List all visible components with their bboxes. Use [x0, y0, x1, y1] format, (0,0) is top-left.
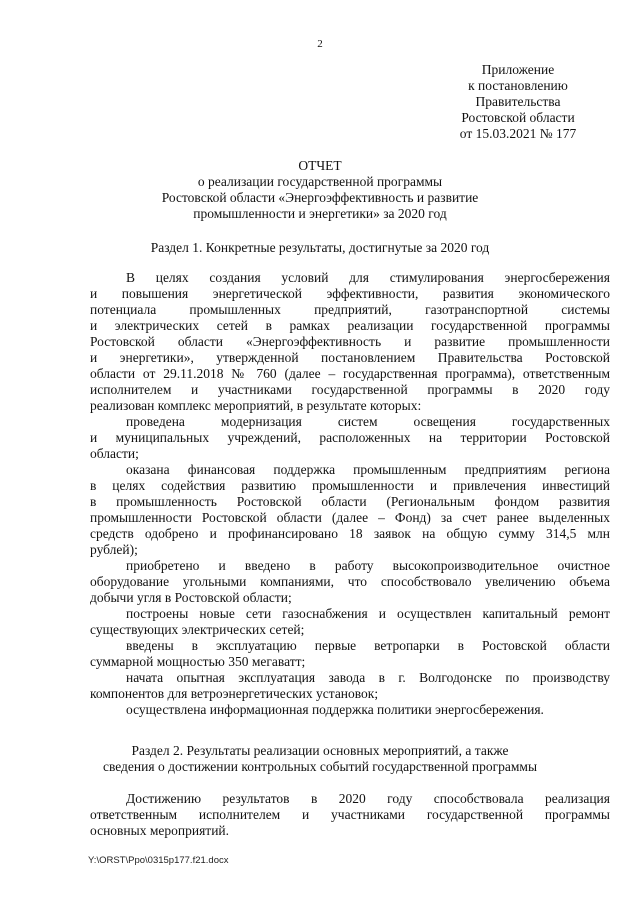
body-line: в промышленность Ростовской области (Региональным фондом развития: [90, 494, 610, 509]
body-line: основных мероприятий.: [90, 823, 230, 838]
body-line: Ростовской области «Энергоэффективность и развитие промышленности: [90, 334, 610, 349]
body-line: суммарной мощностью 350 мегаватт;: [90, 654, 306, 669]
page-number: 2: [317, 38, 323, 50]
title-line: ОТЧЕТ: [298, 158, 342, 173]
body-line: добычи угля в Ростовской области;: [90, 590, 292, 605]
footer-file-path: Y:\ORST\Ppo\0315p177.f21.docx: [88, 855, 229, 866]
body-line: введены в эксплуатацию первые ветропарки в Ростовской области: [126, 638, 610, 653]
body-line: Достижению результатов в 2020 году способствовала реализация: [126, 791, 610, 806]
body-line: существующих электрических сетей;: [90, 622, 305, 637]
body-line: потенциала промышленных предприятий, газотранспортной системы: [90, 302, 610, 317]
body-line: и энергетики», утвержденной постановлением Правительства Ростовской: [90, 350, 610, 365]
section1-body: [90, 270, 610, 718]
report-title: [0, 158, 640, 222]
appendix-block: [418, 62, 618, 142]
section1-heading-text: Раздел 1. Конкретные результаты, достигнутые за 2020 год: [150, 240, 490, 255]
appendix-line: Приложение: [481, 62, 555, 77]
section2-body: [90, 791, 610, 839]
body-line: В целях создания условий для стимулирования энергосбережения: [126, 270, 610, 285]
body-line: и повышения энергетической эффективности, развития экономического: [90, 286, 610, 301]
section1-heading: [0, 240, 640, 256]
body-line: реализован комплекс мероприятий, в результате которых:: [90, 398, 422, 413]
title-line: Ростовской области «Энергоэффективность и развитие: [161, 190, 479, 205]
body-line: промышленности Ростовской области (далее – Фонд) за счет ранее выделенных: [90, 510, 610, 525]
section2-heading-line: Раздел 2. Результаты реализации основных мероприятий, а также: [131, 743, 509, 758]
body-line: в целях содействия развитию промышленности и привлечения инвестиций: [90, 478, 610, 493]
body-line: и муниципальных учреждений, расположенных на территории Ростовской: [90, 430, 610, 445]
body-line: построены новые сети газоснабжения и осуществлен капитальный ремонт: [126, 606, 610, 621]
body-line: области;: [90, 446, 139, 461]
body-line: исполнителем и участниками государственной программы в 2020 году: [90, 382, 610, 397]
appendix-line: Правительства: [475, 94, 561, 109]
body-line: начата опытная эксплуатация завода в г. Волгодонске по производству: [126, 670, 610, 685]
title-line: о реализации государственной программы: [197, 174, 443, 189]
body-line: рублей);: [90, 542, 138, 557]
body-line: приобретено и введено в работу высокопроизводительное очистное: [126, 558, 610, 573]
body-line: области от 29.11.2018 № 760 (далее – государственная программа), ответственным: [90, 366, 610, 381]
body-line: оказана финансовая поддержка промышленным предприятиям региона: [126, 462, 610, 477]
body-line: компонентов для ветроэнергетических установок;: [90, 686, 379, 701]
title-line: промышленности и энергетики» за 2020 год: [193, 206, 447, 221]
body-line: и электрических сетей в рамках реализации государственной программы: [90, 318, 610, 333]
body-line: проведена модернизация систем освещения государственных: [126, 414, 610, 429]
body-line: осуществлена информационная поддержка политики энергосбережения.: [126, 702, 544, 717]
section2-heading-line: сведения о достижении контрольных событий государственной программы: [102, 759, 538, 774]
section2-heading: [0, 743, 640, 775]
appendix-line: от 15.03.2021 № 177: [459, 126, 577, 141]
appendix-line: Ростовской области: [461, 110, 575, 125]
body-line: оборудование угольными компаниями, что способствовало увеличению объема: [90, 574, 610, 589]
body-line: средств одобрено и профинансировано 18 заявок на общую сумму 314,5 млн: [90, 526, 610, 541]
appendix-line: к постановлению: [468, 78, 568, 93]
body-line: ответственным исполнителем и участниками государственной программы: [90, 807, 610, 822]
